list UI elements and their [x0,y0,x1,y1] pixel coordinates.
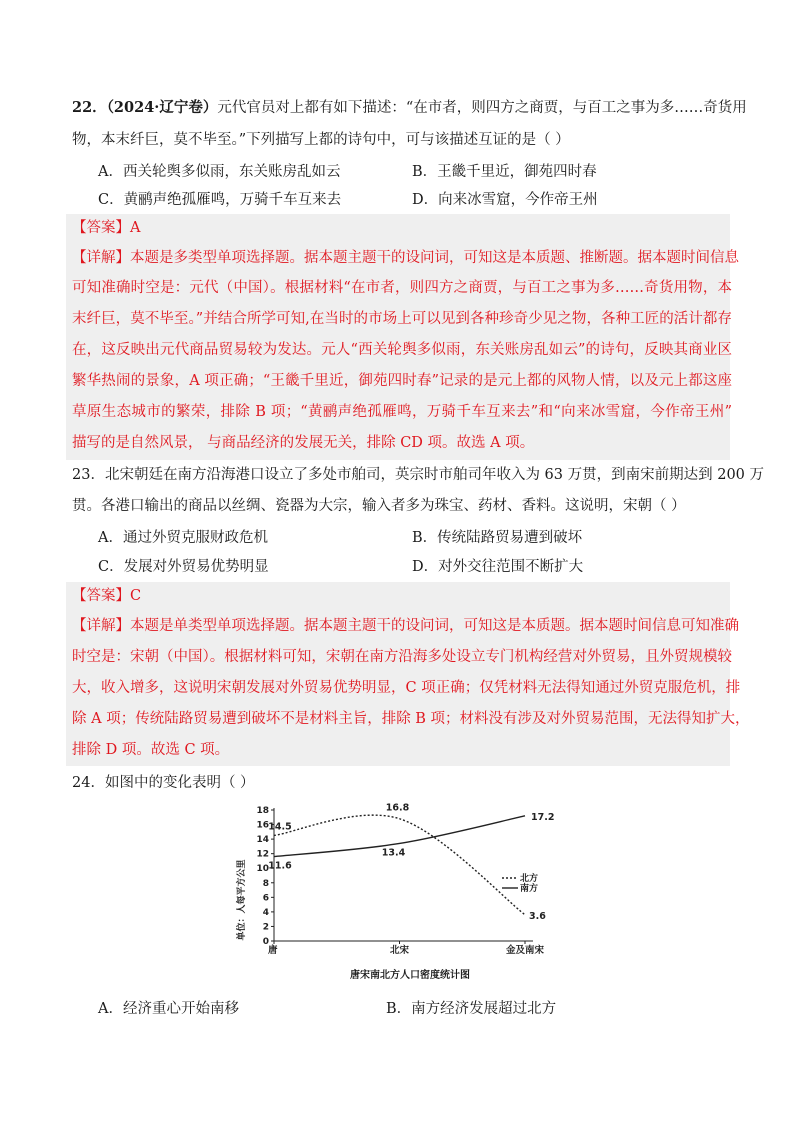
q22-stem-line1 [72,99,747,117]
q22-stem-text: 元代官员对上都有如下描述：“在市者，则四方之商贾，与百工之事为多……奇货用 [217,100,747,116]
q23-detail-line: 大，收入增多，这说明宋朝发展对外贸易优势明显，C 项正确；仅凭材料无法得知通过外贸克服危机，排 [72,680,741,696]
q23-answer: 【答案】C [72,588,142,604]
q22-detail-line: 在，这反映出元代商品贸易较为发达。元人“西关轮舆多似雨，东关账房乱如云”的诗句，反映其商业区 [72,342,732,358]
x-tick-label: 唐 [268,945,278,956]
y-tick-label: 18 [256,806,269,816]
y-tick-label: 14 [256,835,269,846]
q22-option-b: B．王畿千里近，御苑四时春 [412,164,597,180]
data-label: 3.6 [529,910,546,922]
q22-answer: 【答案】A [72,220,141,236]
q22-number: 22． [72,99,107,116]
q23-detail-line: 除 A 项；传统陆路贸易遭到破坏不是材料主旨，排除 B 项；材料没有涉及对外贸易范围，无法得知扩大， [72,711,750,727]
y-tick-label: 16 [256,820,269,831]
q23-option-b: B．传统陆路贸易遭到破坏 [412,530,583,546]
q24-option-a: A．经济重心开始南移 [98,1001,239,1017]
q22-detail-line: 草原生态城市的繁荣，排除 B 项；“黄鹂声绝孤雁鸣，万骑千车互来去”和“向来冰雪窟，今作帝王州” [72,404,732,420]
q23-option-d: D．对外交往范围不断扩大 [412,559,584,575]
q22-option-a: A．西关轮舆多似雨，东关账房乱如云 [98,164,341,180]
population-density-chart [237,800,580,1000]
q22-option-c: C．黄鹂声绝孤雁鸣，万骑千车互来去 [98,192,342,208]
q22-detail-line: 描写的是自然风景， 与商品经济的发展无关，排除 CD 项。故选 A 项。 [72,435,535,451]
q23-stem-line2: 贯。各港口输出的商品以丝绸、瓷器为大宗，输入者多为珠宝、药材、香料。这说明，宋朝（ ） [72,498,686,514]
q24-option-b: B．南方经济发展超过北方 [386,1001,557,1017]
series-line-北方 [274,815,525,915]
q22-option-d: D．向来冰雪窟，今作帝王州 [412,192,598,208]
q23-stem-line1: 23．北宋朝廷在南方沿海港口设立了多处市舶司，英宗时市舶司年收入为 63 万贯，到南宋前期达到 200 万 [72,467,765,483]
data-label: 17.2 [531,811,555,823]
legend-label: 北方 [520,874,539,884]
y-tick-label: 2 [262,922,269,933]
y-tick-label: 8 [262,878,269,889]
y-tick-label: 12 [256,849,269,860]
y-tick-label: 4 [262,907,269,918]
q22-source: （2024·辽宁卷） [106,99,218,116]
data-label: 11.6 [268,860,292,872]
q23-detail-line: 排除 D 项。故选 C 项。 [72,742,230,758]
y-tick-label: 0 [262,937,269,947]
q23-detail-line: 时空是：宋朝（中国）。根据材料可知，宋朝在南方沿海多处设立专门机构经营对外贸易，且外贸规模较 [72,649,732,665]
data-label: 14.5 [268,821,292,833]
x-tick-label: 金及南宋 [505,945,545,956]
data-label: 16.8 [385,802,410,814]
x-tick-label: 北宋 [389,945,410,956]
q22-detail-line: 【详解】本题是多类型单项选择题。据本题主题干的设问词，可知这是本质题、推断题。据本题时间信息 [72,250,739,266]
q23-detail-line: 【详解】本题是单类型单项选择题。据本题主题干的设问词，可知这是本质题。据本题时间信息可知准确 [72,618,739,634]
q23-option-c: C．发展对外贸易优势明显 [98,559,269,575]
q22-detail-line: 末纤巨，莫不毕至。”并结合所学可知,在当时的市场上可以见到各种珍奇少见之物，各种工匠的活计都存 [72,311,732,327]
chart-title: 唐宋南北方人口密度统计图 [350,970,470,981]
q22-stem-line2: 物，本末纤巨，莫不毕至。”下列描写上都的诗句中，可与该描述互证的是（ ） [72,132,570,148]
chart-svg [237,800,580,980]
y-axis-title [235,859,247,940]
q23-answer-box [66,582,750,766]
q24-stem: 24．如图中的变化表明（ ） [72,775,255,791]
data-label: 13.4 [381,847,406,859]
q22-detail-line: 可知准确时空是：元代（中国）。根据材料“在市者，则四方之商贾，与百工之事为多……奇货用物，本 [72,280,732,296]
q23-option-a: A．通过外贸克服财政危机 [98,530,268,546]
y-axis-label: 单位：人每平方公里 [237,859,247,941]
q22-detail-line: 繁华热闹的景象，A 项正确；“王畿千里近，御苑四时春”记录的是元上都的风物人情，以及元上都这座 [72,373,732,389]
y-tick-label: 6 [262,893,269,904]
y-tick-label: 10 [256,864,269,875]
legend-label: 南方 [520,884,539,894]
